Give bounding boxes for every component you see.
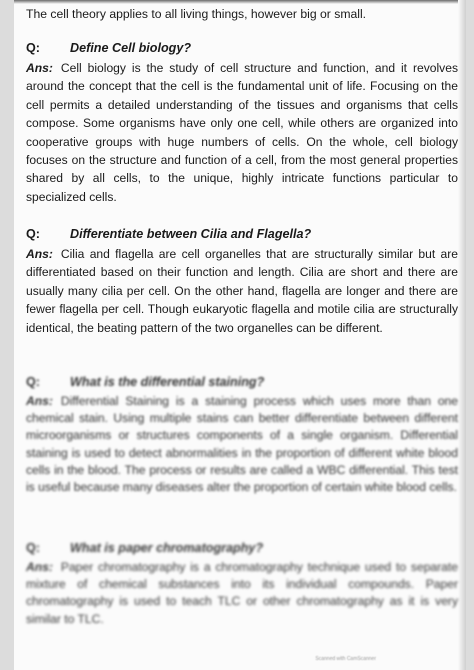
answer-label: Ans: [26,61,53,75]
answer-text: Differential Staining is a staining process which uses more than one chemical stain. Using multiple stains can better differentiate between different microorganisms or structures components of a single organism. Differential staining is used to detect abnormalities in the proportion of different white blood cells in the blood. The process or results are called a WBC differential. This test is useful because many diseases alter the proportion of certain white blood cells. [26,394,458,495]
answer-text: Cilia and flagella are cell organelles that are structurally similar but are differentiated based on their function and length. Cilia are short and there are usually many cilia per cell. On the other hand, flagella are longer and there are fewer flagella per cell. Though eukaryotic flagella and motile cilia are structurally identical, the beating pattern of the two organelles can be different. [26,247,458,335]
page-right-edge [458,0,466,670]
answer-text: Paper chromatography is a chromatography technique used to separate mixture of chemical substances into its individual compounds. Paper chromatography is used to teach TLC or other chromatography as it is very similar to TLC. [26,560,458,626]
question-label: Q: [26,41,40,55]
answer-label: Ans: [26,394,53,408]
scanner-watermark: Scanned with CamScanner [315,656,376,662]
qa-block-cilia-flagella [26,226,458,337]
question-label: Q: [26,227,40,241]
question-row [26,374,458,391]
question-row [26,540,458,557]
question-text: Differentiate between Cilia and Flagella? [70,227,312,241]
question-text: What is the differential staining? [70,375,265,389]
answer-paragraph [26,559,458,628]
qa-block-cell-biology [26,40,458,206]
answer-text: Cell biology is the study of cell structure and function, and it revolves around the concept that the cell is the fundamental unit of life. Focusing on the cell permits a detailed understanding of the tissues and organisms that cells compose. Some organisms have only one cell, while others are organized into cooperative groups with huge numbers of cells. On the whole, cell biology focuses on the structure and function of a cell, from the most general properties shared by all cells, to the unique, highly intricate functions particular to specialized cells. [26,61,458,204]
answer-label: Ans: [26,560,53,574]
page-top-edge [14,0,466,4]
question-text: Define Cell biology? [70,41,192,55]
qa-block-paper-chromatography [26,540,458,628]
question-text: What is paper chromatography? [70,541,264,555]
question-row [26,226,458,243]
answer-paragraph [26,393,458,496]
question-label: Q: [26,375,40,389]
qa-block-differential-staining [26,374,458,496]
question-row [26,40,458,57]
answer-paragraph [26,59,458,206]
question-label: Q: [26,541,40,555]
answer-paragraph [26,245,458,337]
document-page [14,0,466,670]
answer-label: Ans: [26,247,53,261]
intro-line: The cell theory applies to all living things, however big or small. [26,7,367,21]
